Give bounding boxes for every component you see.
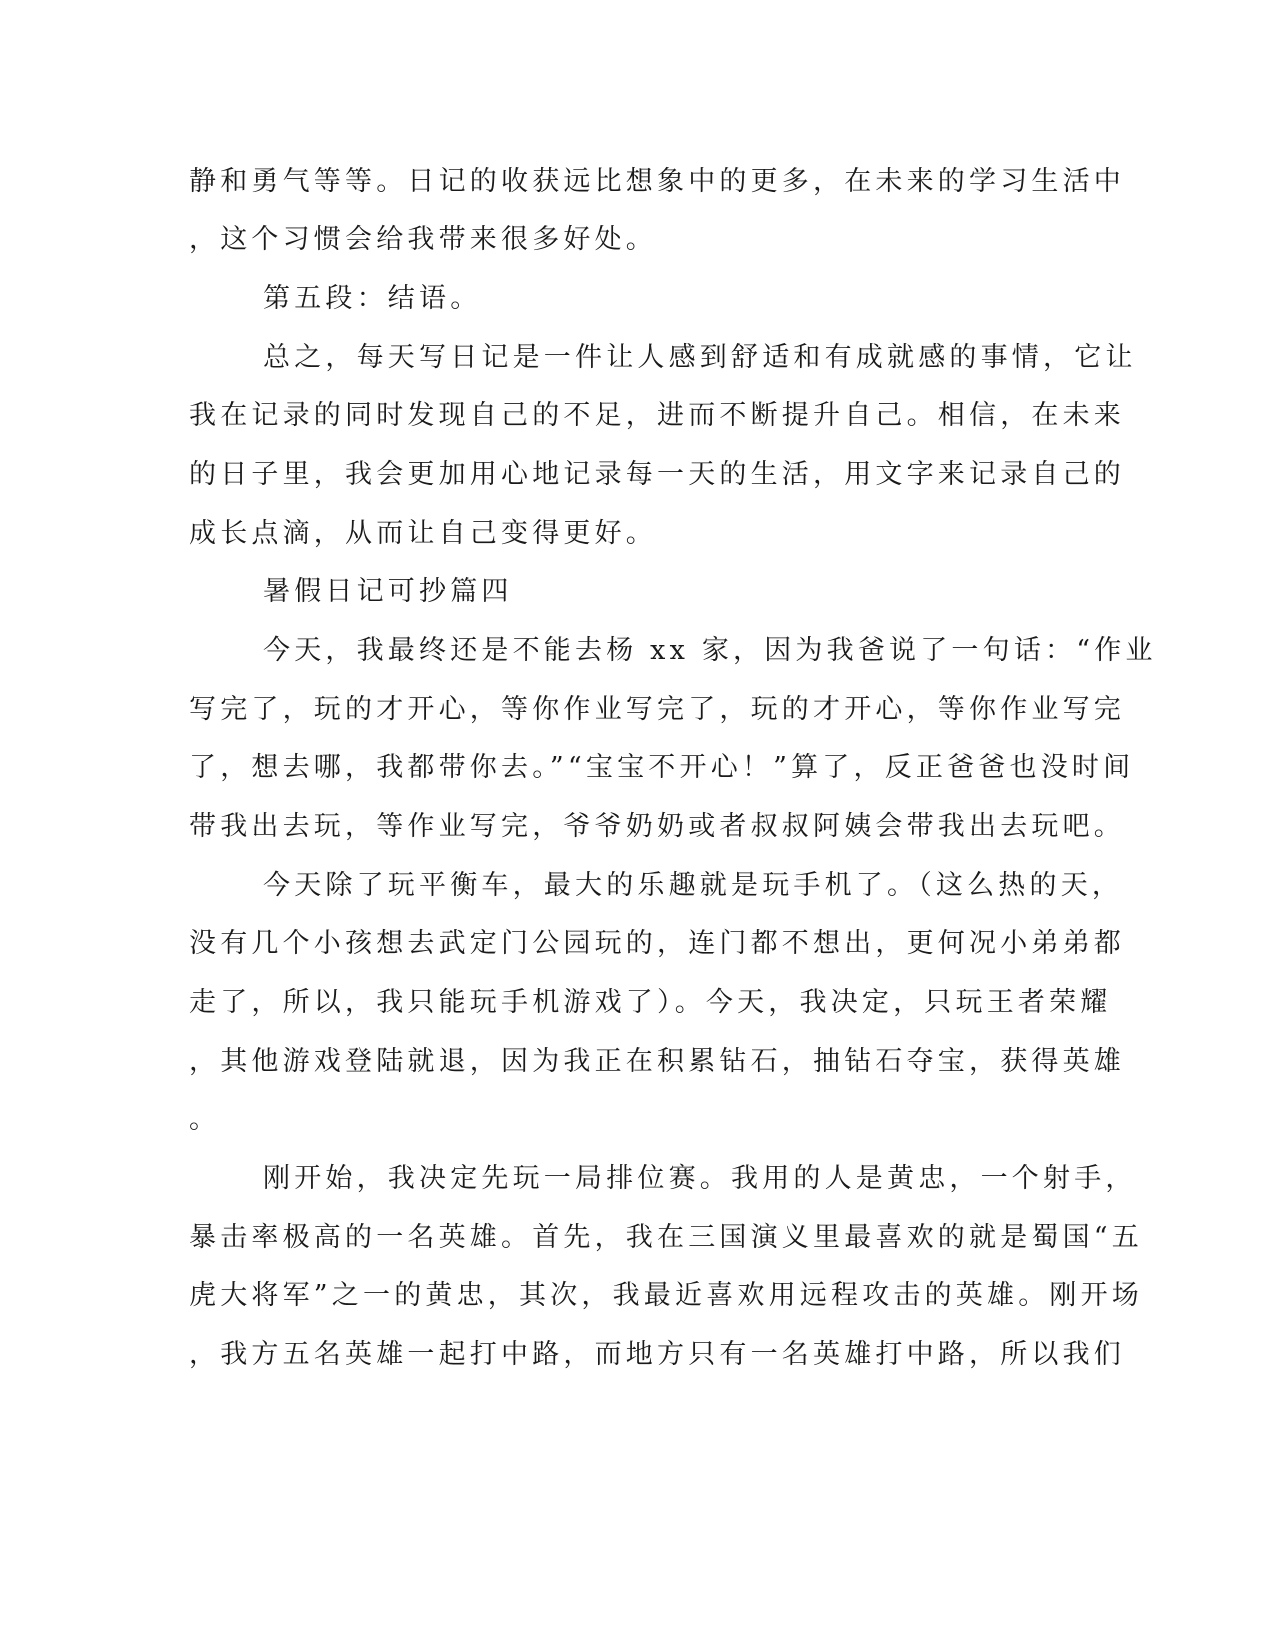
text-line: 的日子里，我会更加用心地记录每一天的生活，用文字来记录自己的 bbox=[189, 459, 1125, 490]
text-line: 总之，每天写日记是一件让人感到舒适和有成就感的事情，它让 bbox=[263, 342, 1137, 373]
text-line: 我在记录的同时发现自己的不足，进而不断提升自己。相信，在未来 bbox=[189, 400, 1125, 431]
text-line: 今天，我最终还是不能去杨 xx 家，因为我爸说了一句话：“作业 bbox=[263, 635, 1157, 666]
text-line: 走了，所以，我只能玩手机游戏了）。今天，我决定，只玩王者荣耀 bbox=[189, 987, 1112, 1018]
text-line: 。 bbox=[189, 1104, 221, 1135]
text-line: 虎大将军”之一的黄忠，其次，我最近喜欢用远程攻击的英雄。刚开场 bbox=[189, 1280, 1144, 1311]
article-title: 暑假日记可抄篇四 bbox=[263, 576, 513, 607]
text-line: 暴击率极高的一名英雄。首先，我在三国演义里最喜欢的就是蜀国“五 bbox=[189, 1222, 1144, 1253]
text-line: 静和勇气等等。日记的收获远比想象中的更多，在未来的学习生活中 bbox=[189, 166, 1125, 197]
text-line: 写完了，玩的才开心，等你作业写完了，玩的才开心，等你作业写完 bbox=[189, 694, 1125, 725]
text-line: 了，想去哪，我都带你去。”“宝宝不开心！”算了，反正爸爸也没时间 bbox=[189, 752, 1135, 783]
text-line: 今天除了玩平衡车，最大的乐趣就是玩手机了。（这么热的天， bbox=[263, 870, 1124, 901]
text-line: 没有几个小孩想去武定门公园玩的，连门都不想出，更何况小弟弟都 bbox=[189, 928, 1125, 959]
text-line: 刚开始，我决定先玩一局排位赛。我用的人是黄忠，一个射手， bbox=[263, 1163, 1137, 1194]
text-line: 成长点滴，从而让自己变得更好。 bbox=[189, 518, 657, 549]
text-line: ，这个习惯会给我带来很多好处。 bbox=[189, 224, 657, 255]
section-heading: 第五段：结语。 bbox=[263, 283, 482, 314]
text-line: ，我方五名英雄一起打中路，而地方只有一名英雄打中路，所以我们 bbox=[189, 1339, 1125, 1370]
text-line: ，其他游戏登陆就退，因为我正在积累钻石，抽钻石夺宝，获得英雄 bbox=[189, 1046, 1125, 1077]
text-line: 带我出去玩，等作业写完，爷爷奶奶或者叔叔阿姨会带我出去玩吧。 bbox=[189, 811, 1125, 842]
